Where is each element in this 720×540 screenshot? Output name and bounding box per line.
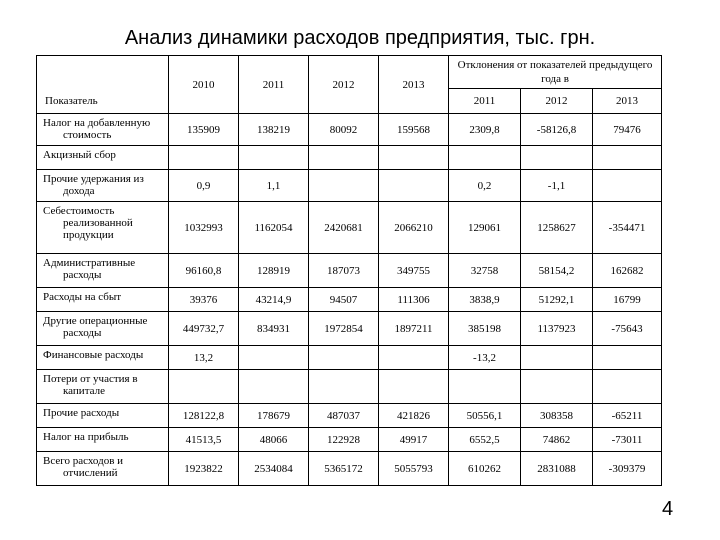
table-cell bbox=[593, 370, 662, 404]
table-cell bbox=[379, 146, 449, 170]
table-row bbox=[37, 370, 662, 404]
table-cell: 50556,1 bbox=[449, 404, 521, 428]
table-cell: 51292,1 bbox=[521, 288, 593, 312]
table-cell bbox=[521, 370, 593, 404]
row-label-line1: Другие операционные bbox=[43, 315, 148, 327]
deviation-year-header: 2011 bbox=[449, 89, 521, 114]
table-cell: 1923822 bbox=[169, 452, 239, 486]
table-cell bbox=[169, 146, 239, 170]
table-cell: 2831088 bbox=[521, 452, 593, 486]
table-cell: 385198 bbox=[449, 312, 521, 346]
table-cell: 79476 bbox=[593, 114, 662, 146]
table-cell: 178679 bbox=[239, 404, 309, 428]
row-label bbox=[37, 146, 169, 170]
table-cell: 349755 bbox=[379, 254, 449, 288]
table-cell: 421826 bbox=[379, 404, 449, 428]
row-label-line2: дохода bbox=[63, 185, 95, 197]
table-row bbox=[37, 254, 662, 288]
row-label-line2: стоимость bbox=[63, 129, 112, 141]
table-cell: 80092 bbox=[309, 114, 379, 146]
row-label-line1: Всего расходов и bbox=[43, 455, 124, 467]
row-label-line2: расходы bbox=[63, 269, 102, 281]
row-label bbox=[37, 452, 169, 486]
indicator-header: Показатель bbox=[37, 56, 169, 114]
table-cell bbox=[521, 146, 593, 170]
table-cell: 487037 bbox=[309, 404, 379, 428]
table-cell bbox=[239, 346, 309, 370]
row-label bbox=[37, 288, 169, 312]
table-cell: 43214,9 bbox=[239, 288, 309, 312]
deviation-header: Отклонения от показателей предыдущего года в bbox=[449, 56, 662, 89]
table-cell bbox=[593, 346, 662, 370]
table-cell: -75643 bbox=[593, 312, 662, 346]
year-header: 2012 bbox=[309, 56, 379, 114]
table-cell bbox=[379, 346, 449, 370]
table-cell: 162682 bbox=[593, 254, 662, 288]
row-label bbox=[37, 312, 169, 346]
table-row bbox=[37, 170, 662, 202]
table-cell: 159568 bbox=[379, 114, 449, 146]
deviation-year-header: 2013 bbox=[593, 89, 662, 114]
expenses-table bbox=[36, 55, 662, 486]
row-label bbox=[37, 254, 169, 288]
table-cell: 0,2 bbox=[449, 170, 521, 202]
table-cell: 135909 bbox=[169, 114, 239, 146]
page-number: 4 bbox=[662, 498, 674, 520]
table-cell: 58154,2 bbox=[521, 254, 593, 288]
table-cell: 1258627 bbox=[521, 202, 593, 254]
table-cell: -309379 bbox=[593, 452, 662, 486]
table-cell: -13,2 bbox=[449, 346, 521, 370]
table-cell bbox=[239, 370, 309, 404]
table-cell bbox=[449, 370, 521, 404]
row-label-line1: Расходы на сбыт bbox=[43, 291, 122, 303]
deviation-year-header: 2012 bbox=[521, 89, 593, 114]
table-cell: -65211 bbox=[593, 404, 662, 428]
page-title: Анализ динамики расходов предприятия, тыс. грн. bbox=[124, 27, 596, 49]
table-cell: 1,1 bbox=[239, 170, 309, 202]
table-cell: 1972854 bbox=[309, 312, 379, 346]
table-cell: 16799 bbox=[593, 288, 662, 312]
table-cell: 129061 bbox=[449, 202, 521, 254]
table-cell bbox=[379, 370, 449, 404]
table-cell bbox=[309, 346, 379, 370]
row-label-line1: Административные bbox=[43, 257, 136, 269]
table-cell: 128919 bbox=[239, 254, 309, 288]
row-label bbox=[37, 202, 169, 254]
table-cell: 138219 bbox=[239, 114, 309, 146]
table-cell bbox=[593, 170, 662, 202]
header-row bbox=[37, 56, 662, 89]
table-cell: 122928 bbox=[309, 428, 379, 452]
table-cell bbox=[449, 146, 521, 170]
table-cell bbox=[309, 370, 379, 404]
row-label-line1: Потери от участия в bbox=[43, 373, 138, 385]
row-label bbox=[37, 428, 169, 452]
table-cell: 2066210 bbox=[379, 202, 449, 254]
row-label bbox=[37, 346, 169, 370]
table-cell: 308358 bbox=[521, 404, 593, 428]
table-row bbox=[37, 114, 662, 146]
table-cell bbox=[309, 146, 379, 170]
table-cell: 2309,8 bbox=[449, 114, 521, 146]
table-cell: -354471 bbox=[593, 202, 662, 254]
table-cell: 449732,7 bbox=[169, 312, 239, 346]
table-row bbox=[37, 452, 662, 486]
table-cell: 5365172 bbox=[309, 452, 379, 486]
table-cell: 1137923 bbox=[521, 312, 593, 346]
table-cell: 5055793 bbox=[379, 452, 449, 486]
table-cell bbox=[521, 346, 593, 370]
row-label-line2: отчислений bbox=[63, 467, 118, 479]
table-cell: 1897211 bbox=[379, 312, 449, 346]
year-header: 2010 bbox=[169, 56, 239, 114]
row-label-line1: Налог на добавленную bbox=[43, 117, 151, 129]
table-cell: 48066 bbox=[239, 428, 309, 452]
table-cell: 41513,5 bbox=[169, 428, 239, 452]
row-label bbox=[37, 370, 169, 404]
table-row bbox=[37, 312, 662, 346]
row-label-line2: расходы bbox=[63, 327, 102, 339]
year-header: 2011 bbox=[239, 56, 309, 114]
row-label-line1: Акцизный сбор bbox=[43, 149, 116, 161]
table-cell: 111306 bbox=[379, 288, 449, 312]
row-label-line2: реализованной продукции bbox=[63, 217, 133, 241]
table-row bbox=[37, 146, 662, 170]
table-cell: 74862 bbox=[521, 428, 593, 452]
table-cell: 94507 bbox=[309, 288, 379, 312]
table-cell bbox=[379, 170, 449, 202]
table-cell: -58126,8 bbox=[521, 114, 593, 146]
row-label bbox=[37, 114, 169, 146]
table-cell: 2420681 bbox=[309, 202, 379, 254]
table-cell: 1032993 bbox=[169, 202, 239, 254]
table-cell: 187073 bbox=[309, 254, 379, 288]
row-label-line1: Себестоимость bbox=[43, 205, 115, 217]
table-cell bbox=[239, 146, 309, 170]
table-cell: 610262 bbox=[449, 452, 521, 486]
row-label bbox=[37, 170, 169, 202]
table-cell: 13,2 bbox=[169, 346, 239, 370]
table-cell: 834931 bbox=[239, 312, 309, 346]
table-row bbox=[37, 202, 662, 254]
table-cell: 32758 bbox=[449, 254, 521, 288]
table-cell: 0,9 bbox=[169, 170, 239, 202]
table-cell: 49917 bbox=[379, 428, 449, 452]
row-label-line1: Налог на прибыль bbox=[43, 431, 129, 443]
table-row bbox=[37, 428, 662, 452]
table-cell: -73011 bbox=[593, 428, 662, 452]
table-cell: 2534084 bbox=[239, 452, 309, 486]
table-cell: 128122,8 bbox=[169, 404, 239, 428]
table-cell: -1,1 bbox=[521, 170, 593, 202]
row-label bbox=[37, 404, 169, 428]
table-row bbox=[37, 404, 662, 428]
year-header: 2013 bbox=[379, 56, 449, 114]
table-cell: 39376 bbox=[169, 288, 239, 312]
row-label-line1: Прочие удержания из bbox=[43, 173, 144, 185]
table-cell: 1162054 bbox=[239, 202, 309, 254]
row-label-line1: Прочие расходы bbox=[43, 407, 120, 419]
table-cell bbox=[169, 370, 239, 404]
table-cell bbox=[593, 146, 662, 170]
row-label-line1: Финансовые расходы bbox=[43, 349, 144, 361]
table-row bbox=[37, 346, 662, 370]
table-cell: 96160,8 bbox=[169, 254, 239, 288]
table-cell: 6552,5 bbox=[449, 428, 521, 452]
table-cell bbox=[309, 170, 379, 202]
row-label-line2: капитале bbox=[63, 385, 105, 397]
table-cell: 3838,9 bbox=[449, 288, 521, 312]
table-row bbox=[37, 288, 662, 312]
